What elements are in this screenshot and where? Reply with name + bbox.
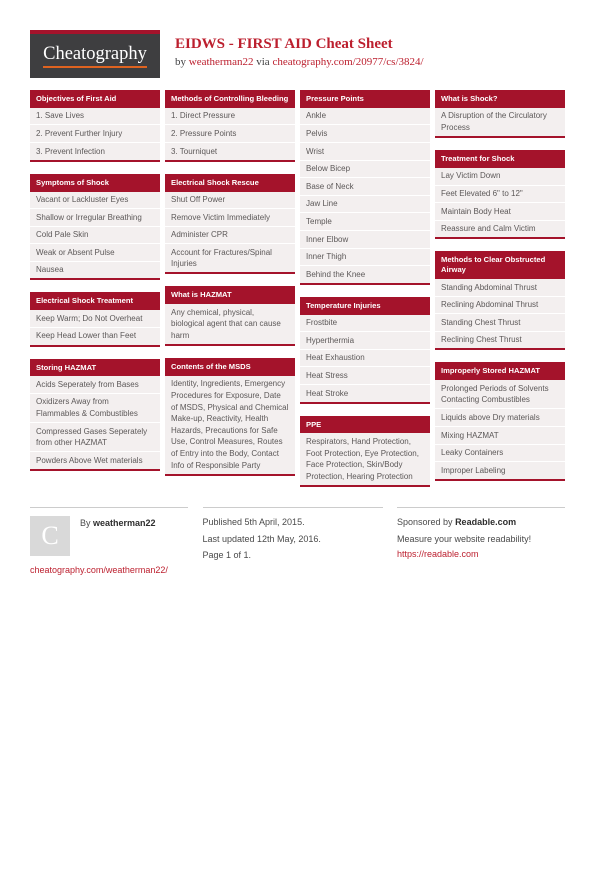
section-row: Compressed Gases Seperately from other HAZMAT — [30, 422, 160, 451]
section-row: Heat Exhaustion — [300, 349, 430, 367]
section-row: 2. Prevent Further Injury — [30, 124, 160, 142]
section-row: Reassure and Calm Victim — [435, 220, 565, 238]
section-row: Inner Elbow — [300, 230, 430, 248]
section-ppe — [300, 416, 430, 487]
footer-meta-column — [203, 507, 383, 575]
page-count: Page 1 of 1. — [202, 550, 252, 561]
section-row: Maintain Body Heat — [435, 202, 565, 220]
section-row: Mixing HAZMAT — [435, 426, 565, 444]
column-1 — [30, 90, 160, 483]
footer-author-name: weatherman22 — [93, 517, 156, 528]
section-what-is-hazmat — [165, 286, 295, 346]
section-pressure-points — [300, 90, 430, 285]
byline-via-label: via — [256, 56, 270, 68]
column-4 — [435, 90, 565, 493]
section-title: Methods of Controlling Bleeding — [165, 90, 295, 108]
byline-by-label: by — [175, 56, 186, 68]
section-row: Keep Head Lower than Feet — [30, 327, 160, 345]
section-row: Vacant or Lackluster Eyes — [30, 192, 160, 209]
section-row: 3. Tourniquet — [165, 142, 295, 160]
sponsor-url-link[interactable]: https://readable.com — [397, 549, 479, 560]
section-row: Nausea — [30, 261, 160, 279]
section-title: Symptoms of Shock — [30, 174, 160, 192]
avatar-letter: C — [41, 520, 59, 550]
section-row: Prolonged Periods of Solvents Contacting Combustibles — [435, 380, 565, 408]
section-row: Wrist — [300, 142, 430, 160]
section-row: Identity, Ingredients, Emergency Procedures for Exposure, Date of MSDS, Physical and Chemical Make-up, Reactivity, Health Hazards, Precautions for Safe Use, Control Measures, Routes of Entry into the Body, Contact Info of Responsible Party — [165, 376, 295, 474]
section-what-is-shock — [435, 90, 565, 138]
column-2 — [165, 90, 295, 488]
section-treatment-for-shock — [435, 150, 565, 239]
section-symptoms-of-shock — [30, 174, 160, 281]
section-row: Account for Fractures/Spinal Injuries — [165, 243, 295, 272]
section-contents-of-the-msds — [165, 358, 295, 476]
section-row: 1. Save Lives — [30, 108, 160, 125]
section-title: Electrical Shock Rescue — [165, 174, 295, 192]
section-row: Heat Stress — [300, 366, 430, 384]
page-title: EIDWS - FIRST AID Cheat Sheet — [175, 36, 393, 52]
author-byline — [80, 516, 156, 556]
section-title: What is Shock? — [435, 90, 565, 108]
section-row: A Disruption of the Circulatory Process — [435, 108, 565, 136]
section-storing-hazmat — [30, 359, 160, 471]
section-row: Liquids above Dry materials — [435, 408, 565, 426]
section-row: Administer CPR — [165, 226, 295, 244]
section-row: Behind the Knee — [300, 265, 430, 283]
section-row: Hyperthermia — [300, 331, 430, 349]
section-row: Standing Chest Thrust — [435, 313, 565, 331]
page-footer — [30, 507, 565, 575]
sponsor-line — [397, 516, 565, 528]
author-row — [30, 516, 188, 556]
cheatography-logo[interactable] — [30, 30, 160, 78]
section-row: 3. Prevent Infection — [30, 142, 160, 160]
section-methods-of-controlling-bleeding — [165, 90, 295, 162]
section-temperature-injuries — [300, 297, 430, 404]
section-row: Feet Elevated 6" to 12" — [435, 185, 565, 203]
section-row: Shallow or Irregular Breathing — [30, 208, 160, 226]
section-title: What is HAZMAT — [165, 286, 295, 304]
sponsored-by-label: Sponsored by — [397, 516, 453, 527]
published-date: Published 5th April, 2015. — [202, 516, 305, 527]
section-title: Contents of the MSDS — [165, 358, 295, 376]
footer-author-column — [30, 507, 188, 575]
section-row: Powders Above Wet materials — [30, 451, 160, 469]
section-row: Improper Labeling — [435, 461, 565, 479]
sponsor-name: Readable.com — [455, 516, 517, 527]
section-row: Leaky Containers — [435, 444, 565, 462]
section-row: Respirators, Hand Protection, Foot Protection, Eye Protection, Face Protection, Skin/Body Protection, Hearing Protection — [300, 433, 430, 484]
author-avatar[interactable] — [30, 516, 70, 556]
section-row: Heat Stroke — [300, 384, 430, 402]
section-row: Pelvis — [300, 124, 430, 142]
section-row: Base of Neck — [300, 177, 430, 195]
section-electrical-shock-treatment — [30, 292, 160, 346]
section-row: Oxidizers Away from Flammables & Combustibles — [30, 393, 160, 422]
section-objectives-of-first-aid — [30, 90, 160, 162]
section-row: Temple — [300, 212, 430, 230]
section-title: Storing HAZMAT — [30, 359, 160, 377]
page-header — [30, 30, 565, 78]
author-link[interactable]: weatherman22 — [188, 56, 254, 68]
section-row: Weak or Absent Pulse — [30, 243, 160, 261]
cheatsheet-grid — [30, 90, 565, 499]
section-row: Inner Thigh — [300, 248, 430, 266]
column-3 — [300, 90, 430, 499]
author-profile-link[interactable]: cheatography.com/weatherman22/ — [30, 564, 168, 575]
section-row: Ankle — [300, 108, 430, 125]
section-row: Remove Victim Immediately — [165, 208, 295, 226]
section-row: Reclining Abdominal Thrust — [435, 296, 565, 314]
section-row: Acids Seperately from Bases — [30, 376, 160, 393]
section-methods-to-clear-obstructed-airway — [435, 251, 565, 350]
section-title: PPE — [300, 416, 430, 434]
section-row: Jaw Line — [300, 195, 430, 213]
footer-sponsor-column — [397, 507, 565, 575]
section-row: Below Bicep — [300, 160, 430, 178]
section-title: Objectives of First Aid — [30, 90, 160, 108]
section-row: Frostbite — [300, 315, 430, 332]
section-row: Lay Victim Down — [435, 168, 565, 185]
section-title: Treatment for Shock — [435, 150, 565, 168]
byline — [175, 56, 424, 68]
section-title: Improperly Stored HAZMAT — [435, 362, 565, 380]
section-row: Cold Pale Skin — [30, 226, 160, 244]
section-row: 1. Direct Pressure — [165, 108, 295, 125]
section-row: 2. Pressure Points — [165, 124, 295, 142]
section-title: Methods to Clear Obstructed Airway — [435, 251, 565, 279]
by-label: By — [80, 517, 91, 528]
section-improperly-stored-hazmat — [435, 362, 565, 480]
section-row: Reclining Chest Thrust — [435, 331, 565, 349]
section-row: Keep Warm; Do Not Overheat — [30, 310, 160, 327]
title-block — [175, 30, 424, 68]
section-row: Shut Off Power — [165, 192, 295, 209]
section-title: Electrical Shock Treatment — [30, 292, 160, 310]
sheet-url-link[interactable]: cheatography.com/20977/cs/3824/ — [272, 56, 424, 68]
section-row: Any chemical, physical, biological agent that can cause harm — [165, 304, 295, 344]
section-title: Temperature Injuries — [300, 297, 430, 315]
cheatography-logo-text: Cheatography — [43, 44, 147, 67]
section-title: Pressure Points — [300, 90, 430, 108]
section-row: Standing Abdominal Thrust — [435, 279, 565, 296]
sponsor-tagline: Measure your website readability! — [397, 533, 532, 544]
last-updated-date: Last updated 12th May, 2016. — [202, 533, 321, 544]
section-electrical-shock-rescue — [165, 174, 295, 275]
